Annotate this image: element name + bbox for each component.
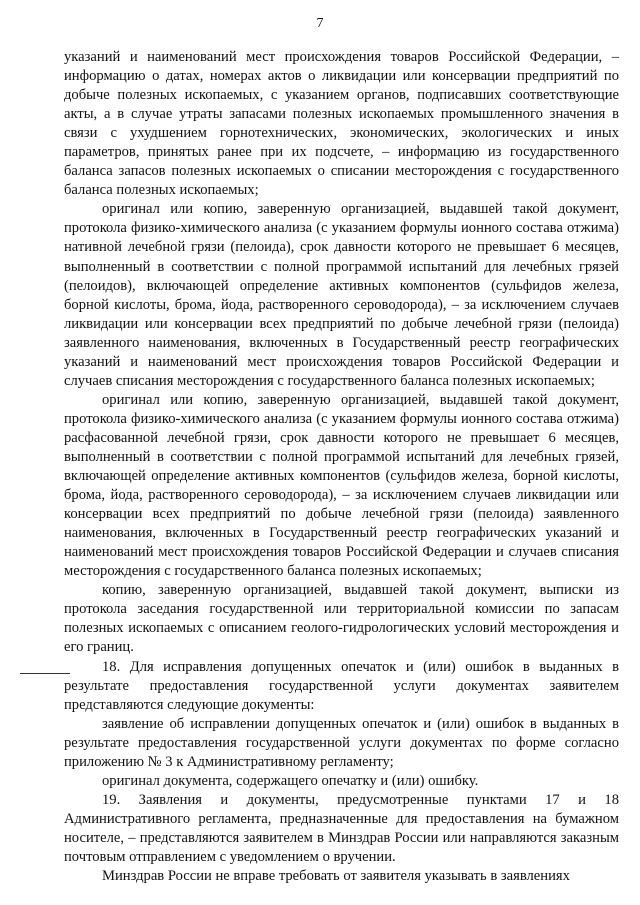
paragraph-item-19: 19. Заявления и документы, предусмотренные пунктами 17 и 18 Административного регламента, предназначенные для предоставления на бумажном носителе, – представляются заявителем в Минздрав России или направляются заказным почтовым отправлением с уведомлением о вручении. <box>64 791 619 865</box>
paragraph-protocol-packaged-mud: оригинал или копию, заверенную организацией, выдавшей такой документ, протокола физико-химического анализа (с указанием формулы ионного состава отжима) расфасованной лечебной грязи, срок давности которого не превышает 6 месяцев, выполненный в соответствии с полной программой испытаний для лечебных грязей, включающей определение активных компонентов (сульфидов железа, борной кислоты, брома, йода, растворенного сероводорода), – за исключением случаев ликвидации или консервации всех предприятий по добыче лечебной грязи (пелоида) заявленного наименования, включенных в Государственный реестр географических указаний и наименований мест происхождения товаров Российской Федерации и случаев списания месторождения с государственного баланса полезных ископаемых; <box>64 391 619 580</box>
paragraph-protocol-native-mud: оригинал или копию, заверенную организацией, выдавшей такой документ, протокола физико-химического анализа (с указанием формулы ионного состава отжима) нативной лечебной грязи (пелоида), срок давности которого не превышает 6 месяцев, выполненный в соответствии с полной программой испытаний для лечебных грязей (пелоидов), включающей определение активных компонентов (сульфидов железа, борной кислоты, брома, йода, растворенного сероводорода), – за исключением случаев ликвидации или консервации всех предприятий по добыче лечебной грязи (пелоида) заявленного наименования, включенных в Государственный реестр географических указаний и наименований мест происхождения товаров Российской Федерации и случаев списания месторождения с государственного баланса полезных ископаемых; <box>64 201 619 389</box>
paragraph-continuation: указаний и наименований мест происхождения товаров Российской Федерации, – информацию о датах, номерах актов о ликвидации или консервации предприятий по добыче полезных ископаемых, с указанием органов, подписавших соответствующие акты, а в случае утраты запасами полезных ископаемых промышленного значения в связи с ухудшением горнотехнических, экономических, экологических и иных параметров, принятых ранее при их подсчете, – информацию из государственного баланса запасов полезных ископаемых о списании месторождения с государственного баланса полезных ископаемых; <box>64 49 619 199</box>
paragraph-ministry-restriction: Минздрав России не вправе требовать от заявителя указывать в заявлениях <box>102 868 570 885</box>
paragraph-original-document: оригинал документа, содержащего опечатку и (или) ошибку. <box>102 772 479 789</box>
document-body <box>64 48 619 886</box>
paragraph-item-18: 18. Для исправления допущенных опечаток и (или) ошибок в выданных в результате предоставления государственной услуги документах заявителем представляются следующие документы: <box>64 658 619 713</box>
paragraph-commission-extract: копию, заверенную организацией, выдавшей такой документ, выписки из протокола заседания государственной или территориальной комиссии по запасам полезных ископаемых с описанием геолого-гидрологических условий месторождения и его границ. <box>64 582 619 656</box>
paragraph-correction-application: заявление об исправлении допущенных опечаток и (или) ошибок в выданных в результате предоставления государственной услуги документах по форме согласно приложению № 3 к Административному регламенту; <box>64 715 619 770</box>
margin-mark <box>20 673 70 674</box>
page-number: 7 <box>316 16 324 31</box>
